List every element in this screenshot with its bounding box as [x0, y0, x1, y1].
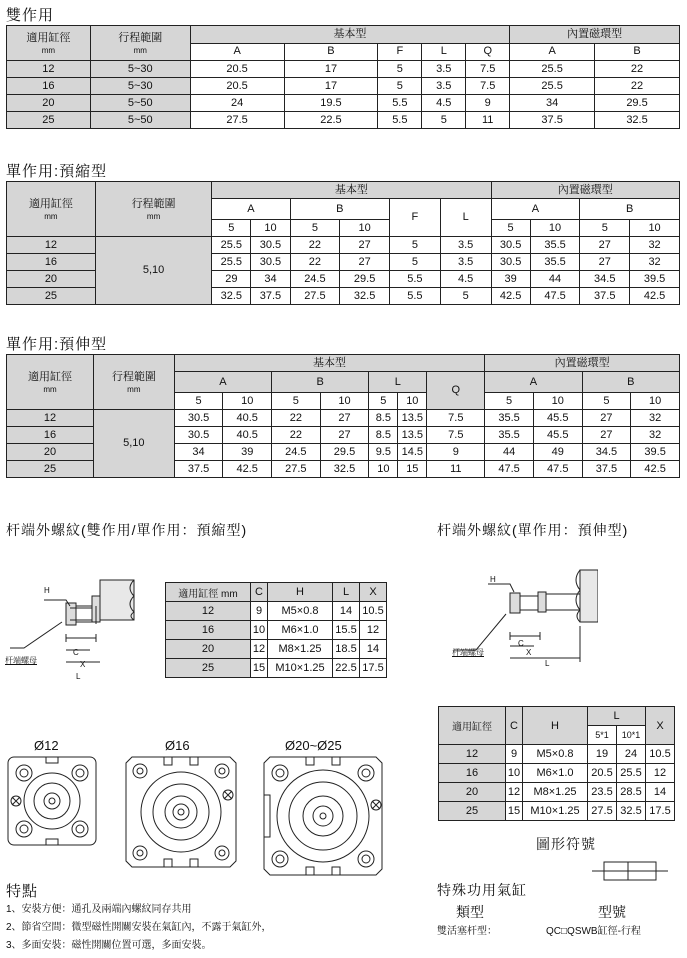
section-diagram-20-25 — [262, 755, 384, 877]
section-diagram-16 — [124, 755, 238, 869]
table-row: 25 32.5 37.5 27.5 32.5 5.5 5 42.5 47.5 37.5 42.5 — [7, 288, 680, 305]
special-title: 特殊功用氣缸 — [437, 882, 527, 898]
features-list — [6, 901, 272, 955]
single-extend-title: 單作用:預伸型 — [6, 336, 108, 353]
diameter-16-label: Ø16 — [165, 738, 190, 753]
rod-nut-label-right: 杆端螺母 — [452, 648, 484, 657]
features-title: 特點 — [6, 883, 39, 900]
feature-item: 2、節省空間：微型磁性開關安裝在氣缸內，不露于氣缸外， — [6, 922, 272, 933]
symbol-title: 圖形符號 — [536, 836, 596, 852]
table-row: 16 10 M6×1.0 20.5 25.5 12 — [439, 764, 675, 783]
thread-right-title: 杆端外螺紋(單作用：預伸型) — [437, 522, 629, 538]
special-col-type: 類型 — [456, 904, 484, 920]
table-row: 12 5~30 20.5 17 5 3.5 7.5 25.5 22 — [7, 61, 680, 78]
table-row: 12 5,10 30.5 40.5 22 27 8.5 13.5 7.5 35.5 45.5 27 32 — [7, 410, 680, 427]
special-type-value: 雙活塞杆型： — [437, 926, 497, 937]
thread-left-table: 適用缸徑 mm C H L X 12 9 M5×0.8 14 10.5 16 10 M6×1.0 15.5 12 20 12 M8×1.25 18.5 14 25 15 M10×1.25 22.5 17.5 — [165, 582, 387, 678]
l-label-right: L — [545, 659, 550, 668]
rod-nut-label-left: 杆端螺母 — [5, 656, 37, 665]
table-row: 20 5~50 24 19.5 5.5 4.5 9 34 29.5 — [7, 95, 680, 112]
double-acting-title: 雙作用 — [6, 7, 55, 24]
h-label-right: H — [490, 575, 496, 584]
feature-item: 3、多面安裝：磁性開關位置可選，多面安裝。 — [6, 940, 212, 951]
table-row: 12 5,10 25.5 30.5 22 27 5 3.5 30.5 35.5 27 32 — [7, 237, 680, 254]
cylinder-symbol — [592, 858, 672, 884]
x-label-right: X — [526, 648, 532, 657]
c-label-right: C — [518, 639, 524, 648]
single-retract-table: 適用缸徑 mm 行程範圍 mm 基本型 內置磁環型 A B F L A B 5 10 5 10 5 10 5 10 12 5,10 25.5 30.5 22 27 5 3.5 30.5 35.5 27 32 16 25.5 30.5 22 27 5 3.5 30.5 35.5 27 32 20 29 34 24.5 29.5 5.5 4.5 39 44 34.5 39.5 25 32.5 37.5 27.5 32.5 5.5 5 42.5 47.5 37.5 42.5 — [6, 181, 680, 305]
single-extend-table: 適用缸徑 mm 行程範圍 mm 基本型 內置磁環型 A B L Q A B 5 10 5 10 5 10 5 10 5 10 12 5,10 30.5 40.5 22 27 8.5 13.5 7.5 35.5 45.5 27 32 16 30.5 40.5 22 27 8.5 13.5 7.5 35.5 45.5 27 32 20 34 39 24.5 29.5 9.5 14.5 9 44 49 34.5 39.5 25 37.5 42.5 27.5 32.5 10 15 11 47.5 47.5 37.5 42.5 — [6, 354, 680, 478]
table-row: 25 37.5 42.5 27.5 32.5 10 15 11 47.5 47.5 37.5 42.5 — [7, 461, 680, 478]
c-label: C — [73, 648, 79, 657]
table-row: 25 5~50 27.5 22.5 5.5 5 11 37.5 32.5 — [7, 112, 680, 129]
table-row: 20 12 M8×1.25 23.5 28.5 14 — [439, 783, 675, 802]
feature-item: 1、安裝方便：通孔及兩端內螺紋同存共用 — [6, 904, 192, 915]
rod-end-drawing-right — [448, 566, 598, 676]
table-row: 16 5~30 20.5 17 5 3.5 7.5 25.5 22 — [7, 78, 680, 95]
table-row: 12 9 M5×0.8 14 10.5 — [166, 602, 387, 621]
table-row: 20 29 34 24.5 29.5 5.5 4.5 39 44 34.5 39.5 — [7, 271, 680, 288]
rod-end-drawing-left — [4, 578, 144, 688]
table-row: 20 34 39 24.5 29.5 9.5 14.5 9 44 49 34.5 39.5 — [7, 444, 680, 461]
h-label: H — [44, 586, 50, 595]
thread-left-title: 杆端外螺紋(雙作用/單作用：預縮型) — [6, 522, 248, 538]
table-row: 20 12 M8×1.25 18.5 14 — [166, 640, 387, 659]
l-label: L — [76, 672, 81, 681]
table-row: 16 30.5 40.5 22 27 8.5 13.5 7.5 35.5 45.5 27 32 — [7, 427, 680, 444]
table-row: 12 9 M5×0.8 19 24 10.5 — [439, 745, 675, 764]
table-row: 16 10 M6×1.0 15.5 12 — [166, 621, 387, 640]
section-diagram-12 — [6, 755, 98, 847]
table-row: 25 15 M10×1.25 22.5 17.5 — [166, 659, 387, 678]
diameter-20-25-label: Ø20~Ø25 — [285, 738, 342, 753]
table-row: 16 25.5 30.5 22 27 5 3.5 30.5 35.5 27 32 — [7, 254, 680, 271]
special-col-model: 型號 — [598, 904, 626, 920]
table-row: 25 15 M10×1.25 27.5 32.5 17.5 — [439, 802, 675, 821]
double-acting-table: 適用缸徑 mm 行程範圍 mm 基本型 內置磁環型 A B F L Q A B 12 5~30 20.5 17 5 3.5 7.5 25.5 22 16 5~30 20.5 17 5 3.5 7.5 25.5 22 20 5~50 24 19.5 5.5 4.5 9 34 29.5 25 5~50 27.5 22.5 5.5 5 11 37.5 32.5 — [6, 25, 680, 129]
special-model-value: QC□QSWB缸徑-行程 — [546, 926, 641, 937]
thread-right-table: 適用缸徑 C H L X 5*1 10*1 12 9 M5×0.8 19 24 10.5 16 10 M6×1.0 20.5 25.5 12 20 12 M8×1.25 23.5 28.5 14 25 15 M10×1.25 27.5 32.5 17.5 — [438, 706, 675, 821]
x-label: X — [80, 660, 86, 669]
diameter-12-label: Ø12 — [34, 738, 59, 753]
single-retract-title: 單作用:預縮型 — [6, 163, 108, 180]
